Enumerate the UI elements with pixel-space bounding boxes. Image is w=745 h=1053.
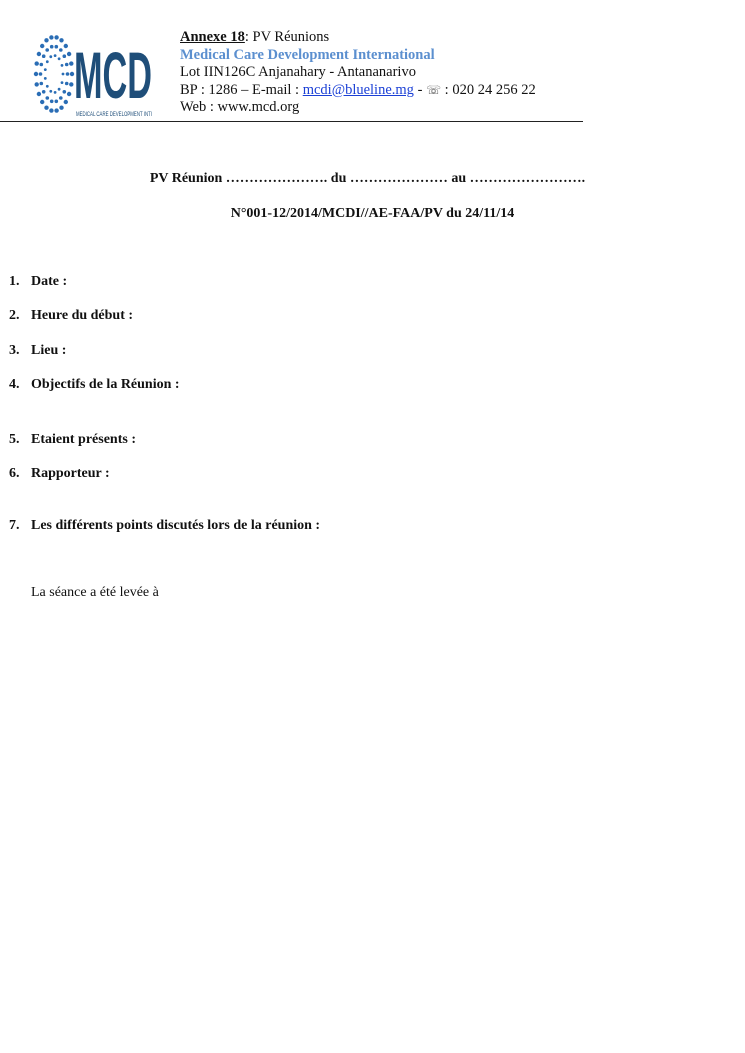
logo-dot [35,61,39,65]
header-divider [0,121,583,122]
item-start-time [9,308,133,324]
phone-number: : 020 24 256 22 [441,81,536,98]
logo-dot [67,52,71,56]
item-number: 7. [9,518,20,533]
item-reporter [9,466,110,482]
logo-dot [58,57,61,60]
annexe-title: : PV Réunions [244,29,330,45]
logo-subtitle: MEDICAL CARE DEVELOPMENT INTI [76,112,153,118]
logo-dot [40,63,44,67]
logo-dot [49,55,52,58]
item-label: Objectifs de la Réunion : [31,377,180,392]
logo-dot [39,72,43,76]
logo-dot [46,85,49,88]
logo-dot [46,96,50,100]
item-label: Etaient présents : [31,432,136,447]
pv-reference: N°001-12/2014/MCDI//AE-FAA/PV du 24/11/14 [230,206,515,221]
phone-icon: ☏ [426,82,442,97]
item-discussion-points [9,518,320,534]
logo-dot [61,81,64,84]
item-number: 6. [9,466,20,481]
logo-dot [55,45,59,49]
organization-name: Medical Care Development International [180,46,435,63]
web-line: Web : www.mcd.org [180,99,300,115]
logo-dot [55,100,59,104]
logo-dot [69,82,73,86]
letterhead [180,29,536,117]
logo-letters: MCD [74,38,152,112]
logo-dot [49,35,53,39]
logo-dot [66,72,70,76]
item-label: Heure du début : [31,308,134,323]
item-date [9,274,67,290]
logo-dot [64,44,68,48]
item-label: Rapporteur : [31,466,110,481]
logo-dot [65,63,69,67]
logo-dot [58,88,61,91]
logo-dot [50,45,54,49]
item-objectives [9,377,180,393]
logo-dot [45,48,49,52]
address-line: Lot IIN126C Anjanahary - Antananarivo [180,64,416,80]
logo-dot [63,90,67,94]
logo-dot [49,90,52,93]
item-location [9,343,66,359]
mcdi-logo [30,30,154,118]
email-link[interactable]: mcdi@blueline.mg [302,81,414,98]
logo-dot [49,108,53,112]
logo-dot [44,106,48,110]
logo-dot [69,61,73,65]
item-label: Date : [31,274,68,289]
pv-title: PV Réunion …………………. du ………………… au ……………………. [149,171,586,186]
annexe-label: Annexe 18 [180,29,245,45]
item-number: 3. [9,343,20,358]
logo-dot [65,82,69,86]
logo-dot [61,64,64,67]
item-attendees [9,432,136,448]
contact-line [180,82,536,100]
logo-dot [54,54,57,57]
item-number: 5. [9,432,20,447]
logo-dot [40,82,44,86]
logo-dot [37,52,41,56]
item-number: 4. [9,377,20,392]
logo-dot [40,100,44,104]
logo-dot [44,77,47,80]
logo-dot [44,38,48,42]
logo-dot [59,38,63,42]
phone-separator: - [413,81,427,98]
logo-dot [37,92,41,96]
item-number: 2. [9,308,20,323]
item-number: 1. [9,274,20,289]
item-label: Lieu : [31,343,67,358]
logo-dot [62,73,65,76]
logo-dot [44,68,47,71]
item-label: Les différents points discutés lors de la réunion : [31,518,321,533]
closing-statement: La séance a été levée à [31,585,159,600]
logo-dot [59,48,63,52]
bp-email-prefix: BP : 1286 – E-mail : [180,81,303,98]
annexe-line [180,29,536,47]
logo-dot [54,35,58,39]
logo-dot [59,96,63,100]
logo-dot [42,54,46,58]
logo-dot [34,72,38,76]
logo-dot [46,60,49,63]
logo-dot [42,90,46,94]
logo-dot [54,91,57,94]
logo-dot [35,82,39,86]
logo-dot [54,108,58,112]
logo-dot [67,92,71,96]
logo-dot [64,100,68,104]
mcdi-logo-graphic [30,30,154,118]
logo-dot [63,54,67,58]
logo-dot [59,106,63,110]
logo-dot [40,44,44,48]
logo-dot [50,100,54,104]
